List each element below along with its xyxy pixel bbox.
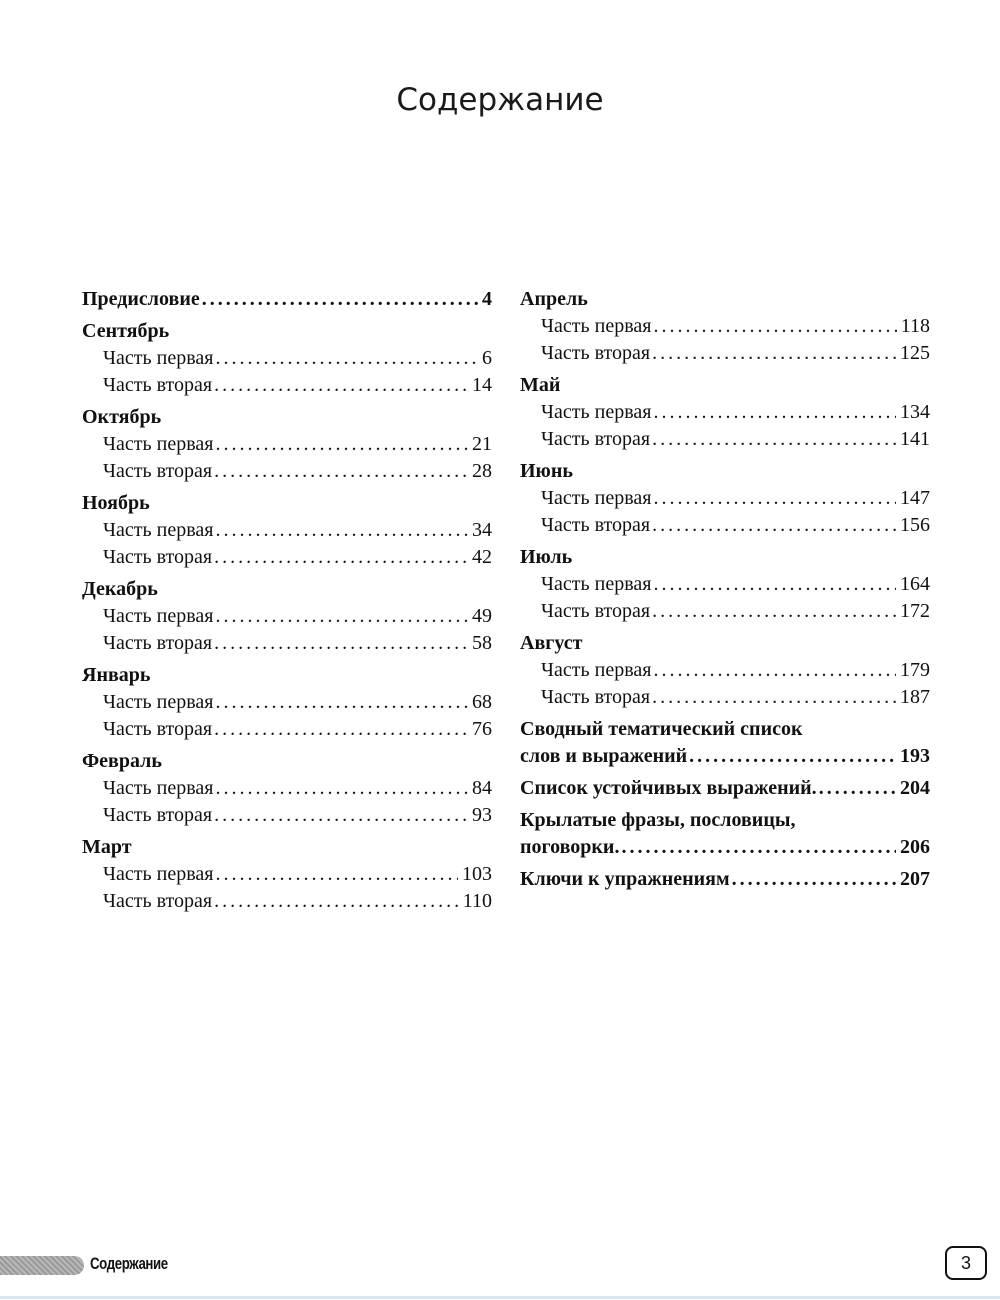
toc-heading[interactable] xyxy=(520,807,930,834)
dot-leader xyxy=(214,458,468,485)
toc-heading[interactable] xyxy=(82,490,492,517)
dot-leader xyxy=(215,775,468,802)
toc-group xyxy=(520,807,930,861)
toc-entry-label: Часть первая xyxy=(103,605,214,627)
toc-subentry[interactable] xyxy=(82,716,492,743)
toc-heading-continued[interactable] xyxy=(520,743,930,770)
toc-entry-label: Март xyxy=(82,836,132,858)
toc-entry-page: 14 xyxy=(472,374,492,396)
toc-heading[interactable] xyxy=(520,286,930,313)
dot-leader xyxy=(653,313,896,340)
toc-subentry[interactable] xyxy=(82,345,492,372)
toc-group xyxy=(82,404,492,485)
toc-entry-page: 21 xyxy=(472,433,492,455)
dot-leader xyxy=(202,286,478,313)
toc-entry-page: 42 xyxy=(472,546,492,568)
toc-subentry[interactable] xyxy=(520,571,930,598)
toc-group xyxy=(520,372,930,453)
toc-subentry[interactable] xyxy=(82,888,492,915)
toc-subentry[interactable] xyxy=(520,313,930,340)
toc-entry-page: 204 xyxy=(900,777,930,799)
toc-subentry[interactable] xyxy=(520,485,930,512)
toc-entry-label: Август xyxy=(520,632,583,654)
toc-entry-page: 187 xyxy=(900,686,930,708)
toc-entry-page: 84 xyxy=(472,777,492,799)
toc-subentry[interactable] xyxy=(82,775,492,802)
toc-heading[interactable] xyxy=(82,576,492,603)
toc-entry-label: Часть первая xyxy=(103,863,214,885)
toc-entry-label: Часть первая xyxy=(103,519,214,541)
toc-entry-page: 49 xyxy=(472,605,492,627)
toc-left-column xyxy=(82,286,492,920)
toc-entry-label: Часть вторая xyxy=(541,428,651,450)
dot-leader xyxy=(214,372,468,399)
toc-entry-label: Часть вторая xyxy=(103,718,213,740)
toc-entry-label: Январь xyxy=(82,664,151,686)
toc-entry-page: 206 xyxy=(900,836,930,858)
toc-entry-label: Апрель xyxy=(520,288,588,310)
toc-heading[interactable] xyxy=(520,630,930,657)
toc-entry-label: Часть первая xyxy=(103,691,214,713)
toc-entry-page: 207 xyxy=(900,868,930,890)
toc-subentry[interactable] xyxy=(82,372,492,399)
toc-entry-page: 58 xyxy=(472,632,492,654)
toc-heading[interactable] xyxy=(82,404,492,431)
toc-entry-label: Крылатые фразы, пословицы, xyxy=(520,809,796,831)
dot-leader xyxy=(215,517,468,544)
dot-leader xyxy=(652,598,896,625)
toc-entry-label: Часть первая xyxy=(541,315,652,337)
toc-subentry[interactable] xyxy=(520,426,930,453)
toc-entry-page: 172 xyxy=(900,600,930,622)
toc-group xyxy=(82,662,492,743)
toc-subentry[interactable] xyxy=(82,689,492,716)
dot-leader xyxy=(215,345,478,372)
toc-entry-label: Часть первая xyxy=(103,347,214,369)
toc-entry-page: 28 xyxy=(472,460,492,482)
toc-entry-label: Часть вторая xyxy=(103,890,213,912)
toc-subentry[interactable] xyxy=(520,598,930,625)
toc-group xyxy=(82,748,492,829)
toc-heading[interactable] xyxy=(82,286,492,313)
toc-subentry[interactable] xyxy=(520,684,930,711)
toc-entry-label: Часть вторая xyxy=(103,632,213,654)
toc-entry-label: Июль xyxy=(520,546,573,568)
toc-entry-label: Часть вторая xyxy=(541,342,651,364)
toc-entry-label: Часть вторая xyxy=(103,374,213,396)
toc-entry-page: 179 xyxy=(900,659,930,681)
toc-subentry[interactable] xyxy=(82,861,492,888)
dot-leader xyxy=(653,485,896,512)
toc-entry-page: 193 xyxy=(900,745,930,767)
dot-leader xyxy=(652,340,896,367)
dot-leader xyxy=(819,775,896,802)
toc-entry-label: Список устойчивых выражений. xyxy=(520,777,817,799)
toc-group xyxy=(520,286,930,367)
toc-entry-page: 147 xyxy=(900,487,930,509)
toc-entry-page: 4 xyxy=(482,288,492,310)
toc-group xyxy=(520,544,930,625)
toc-entry-page: 164 xyxy=(900,573,930,595)
toc-entry-page: 6 xyxy=(482,347,492,369)
dot-leader xyxy=(653,571,896,598)
toc-entry-label: Декабрь xyxy=(82,578,158,600)
bottom-rule xyxy=(0,1296,1000,1299)
toc-group xyxy=(82,286,492,313)
toc-entry-label: Октябрь xyxy=(82,406,162,428)
toc-entry-label: Июнь xyxy=(520,460,573,482)
dot-leader xyxy=(215,861,458,888)
toc-entry-page: 68 xyxy=(472,691,492,713)
toc-heading-continued[interactable] xyxy=(520,834,930,861)
toc-group xyxy=(520,458,930,539)
toc-entry-label: Часть первая xyxy=(541,573,652,595)
toc-right-column xyxy=(520,286,930,898)
toc-subentry[interactable] xyxy=(520,340,930,367)
toc-heading[interactable] xyxy=(82,662,492,689)
toc-entry-page: 76 xyxy=(472,718,492,740)
toc-heading[interactable] xyxy=(82,318,492,345)
toc-entry-label: Часть первая xyxy=(541,659,652,681)
toc-entry-page: 141 xyxy=(900,428,930,450)
footer-section-label: Содержание xyxy=(90,1254,168,1273)
toc-heading[interactable] xyxy=(82,834,492,861)
dot-leader xyxy=(652,684,896,711)
toc-entry-label: Май xyxy=(520,374,561,396)
dot-leader xyxy=(214,716,468,743)
toc-entry-label: Ноябрь xyxy=(82,492,150,514)
toc-entry-label: Часть вторая xyxy=(541,686,651,708)
toc-heading[interactable] xyxy=(520,775,930,802)
toc-entry-page: 125 xyxy=(900,342,930,364)
toc-group xyxy=(82,834,492,915)
dot-leader xyxy=(215,689,468,716)
toc-heading[interactable] xyxy=(520,716,930,743)
toc-subentry[interactable] xyxy=(82,431,492,458)
dot-leader xyxy=(652,512,896,539)
dot-leader xyxy=(689,743,896,770)
toc-subentry[interactable] xyxy=(82,603,492,630)
dot-leader xyxy=(653,399,896,426)
toc-entry-label: Часть первая xyxy=(103,777,214,799)
toc-heading[interactable] xyxy=(520,544,930,571)
toc-subentry[interactable] xyxy=(520,657,930,684)
toc-entry-label: Часть вторая xyxy=(103,460,213,482)
toc-entry-label: Сводный тематический список xyxy=(520,718,803,740)
dot-leader xyxy=(214,888,459,915)
toc-entry-page: 93 xyxy=(472,804,492,826)
toc-entry-page: 118 xyxy=(900,315,930,337)
toc-subentry[interactable] xyxy=(520,399,930,426)
dot-leader xyxy=(214,630,468,657)
toc-entry-page: 34 xyxy=(472,519,492,541)
page-title: Содержание xyxy=(396,82,604,118)
toc-subentry[interactable] xyxy=(520,512,930,539)
toc-entry-page: 103 xyxy=(462,863,492,885)
dot-leader xyxy=(215,431,468,458)
toc-entry-label: слов и выражений xyxy=(520,745,688,767)
toc-heading[interactable] xyxy=(82,748,492,775)
toc-entry-label: Часть первая xyxy=(541,401,652,423)
toc-group xyxy=(82,490,492,571)
toc-entry-label: Часть вторая xyxy=(541,514,651,536)
toc-group xyxy=(520,630,930,711)
dot-leader xyxy=(214,802,468,829)
dot-leader xyxy=(621,834,896,861)
toc-group xyxy=(82,318,492,399)
toc-entry-label: поговорки. xyxy=(520,836,620,858)
toc-heading[interactable] xyxy=(520,372,930,399)
toc-group xyxy=(82,576,492,657)
toc-subentry[interactable] xyxy=(82,802,492,829)
toc-entry-label: Ключи к упражнениям xyxy=(520,868,730,890)
toc-subentry[interactable] xyxy=(82,458,492,485)
toc-entry-label: Часть вторая xyxy=(103,804,213,826)
footer-decorative-bar xyxy=(0,1256,84,1275)
toc-entry-label: Часть вторая xyxy=(541,600,651,622)
toc-group xyxy=(520,716,930,770)
toc-subentry[interactable] xyxy=(82,517,492,544)
toc-subentry[interactable] xyxy=(82,630,492,657)
toc-entry-page: 110 xyxy=(462,890,492,912)
dot-leader xyxy=(215,603,468,630)
toc-subentry[interactable] xyxy=(82,544,492,571)
toc-group xyxy=(520,866,930,893)
toc-group xyxy=(520,775,930,802)
toc-entry-label: Часть первая xyxy=(103,433,214,455)
toc-heading[interactable] xyxy=(520,866,930,893)
toc-entry-label: Сентябрь xyxy=(82,320,170,342)
dot-leader xyxy=(653,657,896,684)
toc-entry-label: Часть вторая xyxy=(103,546,213,568)
toc-entry-page: 134 xyxy=(900,401,930,423)
page-number: 3 xyxy=(945,1246,987,1280)
toc-entry-page: 156 xyxy=(900,514,930,536)
toc-entry-label: Предисловие xyxy=(82,288,200,310)
toc-entry-label: Часть первая xyxy=(541,487,652,509)
dot-leader xyxy=(732,866,896,893)
dot-leader xyxy=(214,544,468,571)
dot-leader xyxy=(652,426,896,453)
toc-entry-label: Февраль xyxy=(82,750,162,772)
toc-heading[interactable] xyxy=(520,458,930,485)
